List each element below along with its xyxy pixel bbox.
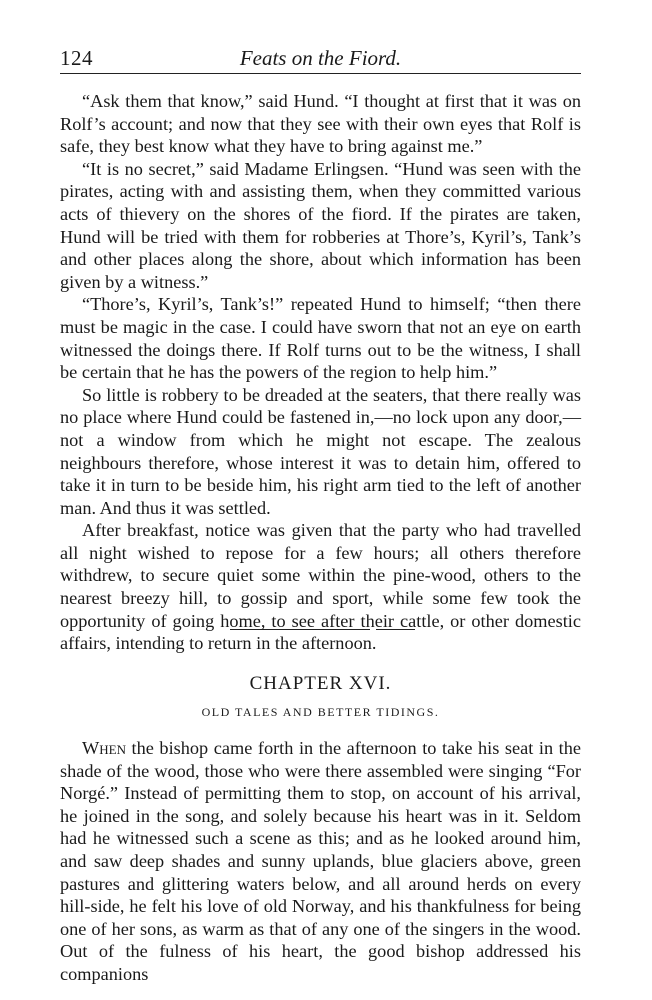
opening-text: the bishop came forth in the afternoon to take his seat in the shade of the wood, those who were there assembled were singing “For Norgé.” Instead of permitting them to stop, on account of his arrival, he joined in the song, and solely because his heart was in it. Seldom had he witnessed such a scene as this; and as he looked around him, and saw deep shades and sunny uplands, blue glaciers above, green pastures and glittering waters below, and all around herds on every hill-side, he felt his love of old Norway, and his thankfulness for being one of her sons, as warm as that of any one of the singers in the wood. Out of the fulness of his heart, the good bishop addressed his companions xyxy=(60,738,581,984)
separator-long-rule xyxy=(230,629,370,630)
paragraph: “Thore’s, Kyril’s, Tank’s!” repeated Hund to himself; “then there must be magic in the case. I could have sworn that not an eye on earth witnessed the doings there. If Rolf turns out to be the witness, I shall be certain that he has the powers of the region to help him.” xyxy=(60,294,581,383)
chapter-title: CHAPTER XVI. xyxy=(249,673,392,694)
paragraph: After breakfast, notice was given that the party who had travelled all night wished to repose for a few hours; all others therefore withdrew, to secure quiet some within the pine-wood, others to the nearest breezy hill, to gossip and sport, while some few took the opportunity of going home, to see after their cattle, or other domestic affairs, intending to return in the afternoon. xyxy=(60,520,581,654)
paragraph: “It is no secret,” said Madame Erlingsen. “Hund was seen with the pirates, acting with and assisting them, when they committed various acts of thievery on the shores of the fiord. If the pirates are taken, Hund will be tried with them for robberies at Thore’s, Kyril’s, Tank’s and other places along the shore, about which information has been given by a witness.” xyxy=(60,158,581,292)
header-rule xyxy=(60,73,581,74)
chapter-body xyxy=(60,737,581,986)
book-page xyxy=(60,40,581,984)
chapter-subtitle: OLD TALES AND BETTER TIDINGS. xyxy=(201,705,440,719)
section-separator xyxy=(230,629,415,633)
opening-word: When xyxy=(82,738,126,758)
paragraph: “Ask them that know,” said Hund. “I thought at first that it was on Rolf’s account; and now that they see with their own eyes that Rolf is safe, they best know what they have to bring against me.” xyxy=(60,91,581,157)
body-text xyxy=(60,90,581,655)
separator-short-rule xyxy=(376,629,415,630)
page-number: 124 xyxy=(60,46,93,70)
running-head: Feats on the Fiord. xyxy=(239,46,402,70)
page-header xyxy=(60,40,581,74)
chapter-opening-paragraph xyxy=(60,737,581,986)
paragraph: So little is robbery to be dreaded at the seaters, that there really was no place where Hund could be fastened in,—no lock upon any door,—not a window from which he might not escape. The zealous neighbours therefore, whose interest it was to detain him, offered to take it in turn to be beside him, his right arm tied to the left of another man. And thus it was settled. xyxy=(60,384,581,518)
